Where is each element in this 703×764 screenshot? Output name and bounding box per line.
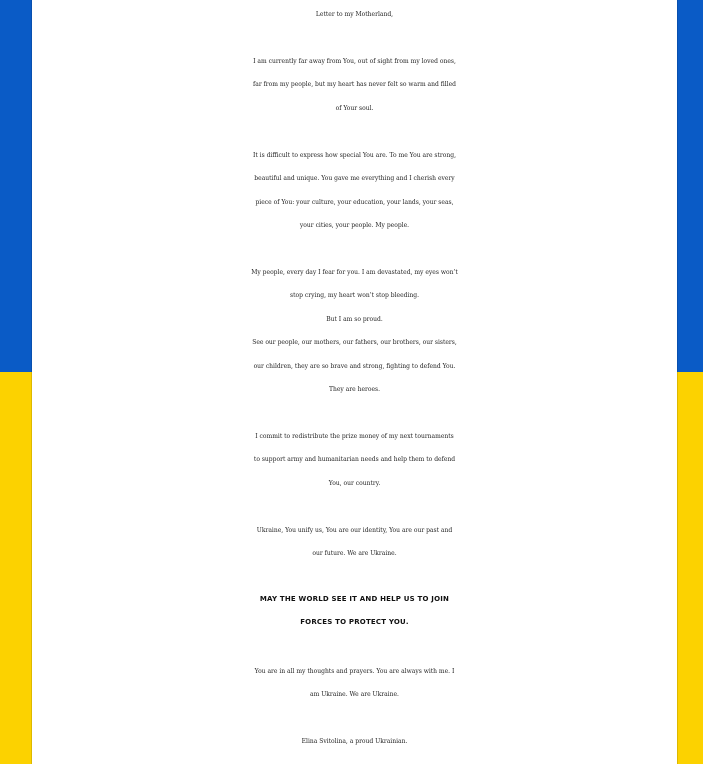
paragraph-5 <box>32 519 677 566</box>
paragraph-3 <box>32 261 677 401</box>
letter-title <box>32 3 677 26</box>
paragraph-line: beautiful and unique. You gave me everything and I cherish every <box>254 175 455 183</box>
paragraph-line: You are in all my thoughts and prayers. You are always with me. I <box>254 668 455 675</box>
letter-title-text: Letter to my Motherland, <box>315 11 394 18</box>
flag-yellow-stripe-left <box>0 372 32 764</box>
paragraph-line: stop crying, my heart won’t stop bleeding. <box>290 292 419 300</box>
paragraph-line: It is difficult to express how special You are. To me You are strong, <box>252 152 456 159</box>
signature <box>32 730 677 753</box>
paragraph-line: far from my people, but my heart has never felt so warm and filled <box>253 81 456 89</box>
paragraph-line: am Ukraine. We are Ukraine. <box>310 691 399 699</box>
paragraph-line: to support army and humanitarian needs and help them to defend <box>253 456 456 464</box>
appeal-heading <box>32 588 677 635</box>
paragraph-1 <box>32 50 677 120</box>
flag-blue-stripe-left <box>0 0 32 372</box>
paragraph-4 <box>32 425 677 495</box>
paragraph-line: I am currently far away from You, out of sight from my loved ones, <box>253 58 456 65</box>
paragraph-6 <box>32 660 677 707</box>
appeal-line: FORCES TO PROTECT YOU. <box>300 618 409 627</box>
paragraph-line: piece of You: your culture, your education, your lands, your seas, <box>255 198 454 206</box>
paragraph-line: our children, they are so brave and strong, fighting to defend You. <box>253 362 456 370</box>
paragraph-line: our future. We are Ukraine. <box>312 550 397 558</box>
paragraph-line: Ukraine, You unify us, You are our identity, You are our past and <box>256 527 453 534</box>
paragraph-line: See our people, our mothers, our fathers, our brothers, our sisters, <box>252 339 457 347</box>
signature-text: Elina Svitolina, a proud Ukrainian. <box>301 738 408 745</box>
flag-yellow-stripe-right <box>677 372 703 764</box>
appeal-line: MAY THE WORLD SEE IT AND HELP US TO JOIN <box>259 595 450 603</box>
paragraph-line: your cities, your people. My people. <box>299 222 410 230</box>
flag-band-left <box>0 0 32 764</box>
paragraph-line: My people, every day I fear for you. I am devastated, my eyes won’t <box>251 269 458 276</box>
flag-band-right <box>677 0 703 764</box>
paragraph-line: But I am so proud. <box>326 315 383 323</box>
paragraph-line: They are heroes. <box>328 386 381 394</box>
paragraph-2 <box>32 144 677 238</box>
paragraph-line: I commit to redistribute the prize money of my next tournaments <box>255 433 454 440</box>
flag-blue-stripe-right <box>677 0 703 372</box>
paragraph-line: You, our country. <box>328 479 381 487</box>
paragraph-line: of Your soul. <box>335 104 374 112</box>
letter-page <box>32 0 677 764</box>
